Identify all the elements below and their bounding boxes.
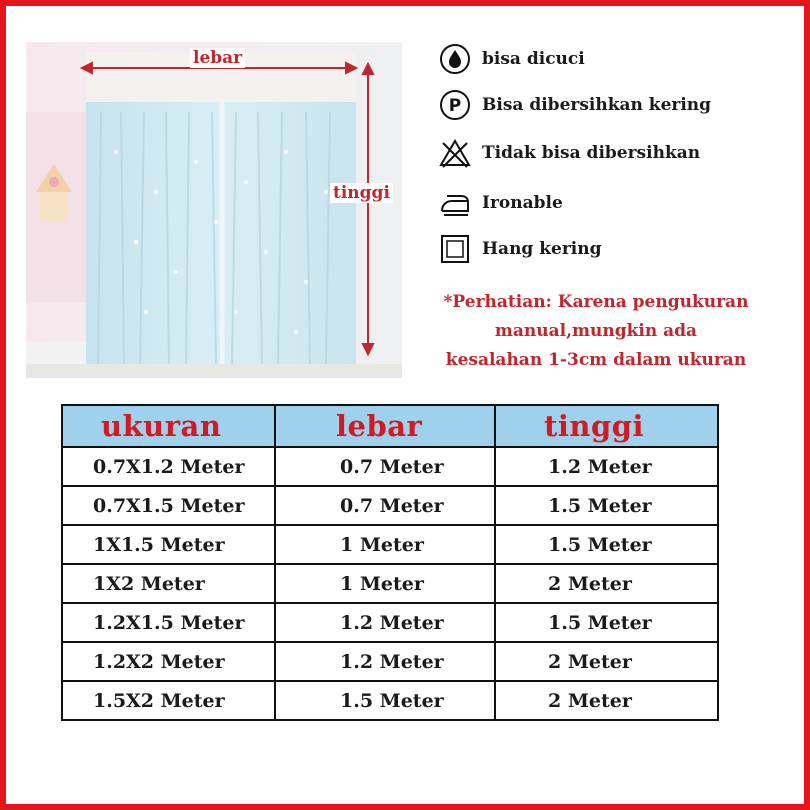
care-item-no-clean xyxy=(438,136,700,170)
cell-lebar: 1.2 Meter xyxy=(275,642,495,681)
note-line-3: kesalahan 1-3cm dalam ukuran xyxy=(445,350,747,370)
table-row xyxy=(62,564,718,603)
note-line-2: manual,mungkin ada xyxy=(494,321,698,341)
cell-lebar: 0.7 Meter xyxy=(275,447,495,486)
header-lebar: lebar xyxy=(275,405,495,447)
width-dimension-label: lebar xyxy=(190,48,245,68)
care-item-ironable xyxy=(438,186,563,220)
care-item-hang-dry xyxy=(438,232,602,266)
cell-tinggi: 1.5 Meter xyxy=(495,525,718,564)
cell-lebar: 1 Meter xyxy=(275,525,495,564)
care-label-no-clean: Tidak bisa dibersihkan xyxy=(482,143,701,163)
cell-lebar: 1.2 Meter xyxy=(275,603,495,642)
cell-ukuran: 1X1.5 Meter xyxy=(62,525,275,564)
curtain-photo xyxy=(26,42,402,378)
no-clean-crossed-triangle-icon xyxy=(438,136,472,170)
cell-tinggi: 2 Meter xyxy=(495,642,718,681)
hang-dry-square-icon xyxy=(438,232,472,266)
cell-tinggi: 1.5 Meter xyxy=(495,486,718,525)
iron-icon xyxy=(438,186,472,220)
cell-lebar: 1.5 Meter xyxy=(275,681,495,720)
cell-ukuran: 0.7X1.5 Meter xyxy=(62,486,275,525)
header-ukuran: ukuran xyxy=(62,405,275,447)
cell-lebar: 0.7 Meter xyxy=(275,486,495,525)
table-row xyxy=(62,603,718,642)
measurement-note xyxy=(418,288,774,375)
table-row xyxy=(62,642,718,681)
table-row xyxy=(62,486,718,525)
table-row xyxy=(62,681,718,720)
table-row xyxy=(62,525,718,564)
cell-ukuran: 1X2 Meter xyxy=(62,564,275,603)
care-label-washable: bisa dicuci xyxy=(482,49,585,69)
cell-lebar: 1 Meter xyxy=(275,564,495,603)
cell-tinggi: 1.2 Meter xyxy=(495,447,718,486)
svg-text:P: P xyxy=(448,96,462,116)
cell-ukuran: 1.2X2 Meter xyxy=(62,642,275,681)
cell-ukuran: 0.7X1.2 Meter xyxy=(62,447,275,486)
washable-drop-icon xyxy=(438,42,472,76)
header-tinggi: tinggi xyxy=(495,405,718,447)
height-dimension-label: tinggi xyxy=(330,183,393,203)
care-item-washable xyxy=(438,42,585,76)
cell-tinggi: 2 Meter xyxy=(495,681,718,720)
dry-clean-p-icon xyxy=(438,88,472,122)
size-table xyxy=(61,404,719,721)
care-item-dry-clean xyxy=(438,88,711,122)
care-label-hang-dry: Hang kering xyxy=(482,239,602,259)
care-label-dry-clean: Bisa dibersihkan kering xyxy=(482,95,712,115)
cell-tinggi: 2 Meter xyxy=(495,564,718,603)
table-row xyxy=(62,447,718,486)
cell-ukuran: 1.2X1.5 Meter xyxy=(62,603,275,642)
care-label-ironable: Ironable xyxy=(482,193,563,213)
cell-ukuran: 1.5X2 Meter xyxy=(62,681,275,720)
table-header-row xyxy=(62,405,718,447)
cell-tinggi: 1.5 Meter xyxy=(495,603,718,642)
note-line-1: *Perhatian: Karena pengukuran xyxy=(443,292,749,312)
curtain-illustration xyxy=(26,42,402,378)
